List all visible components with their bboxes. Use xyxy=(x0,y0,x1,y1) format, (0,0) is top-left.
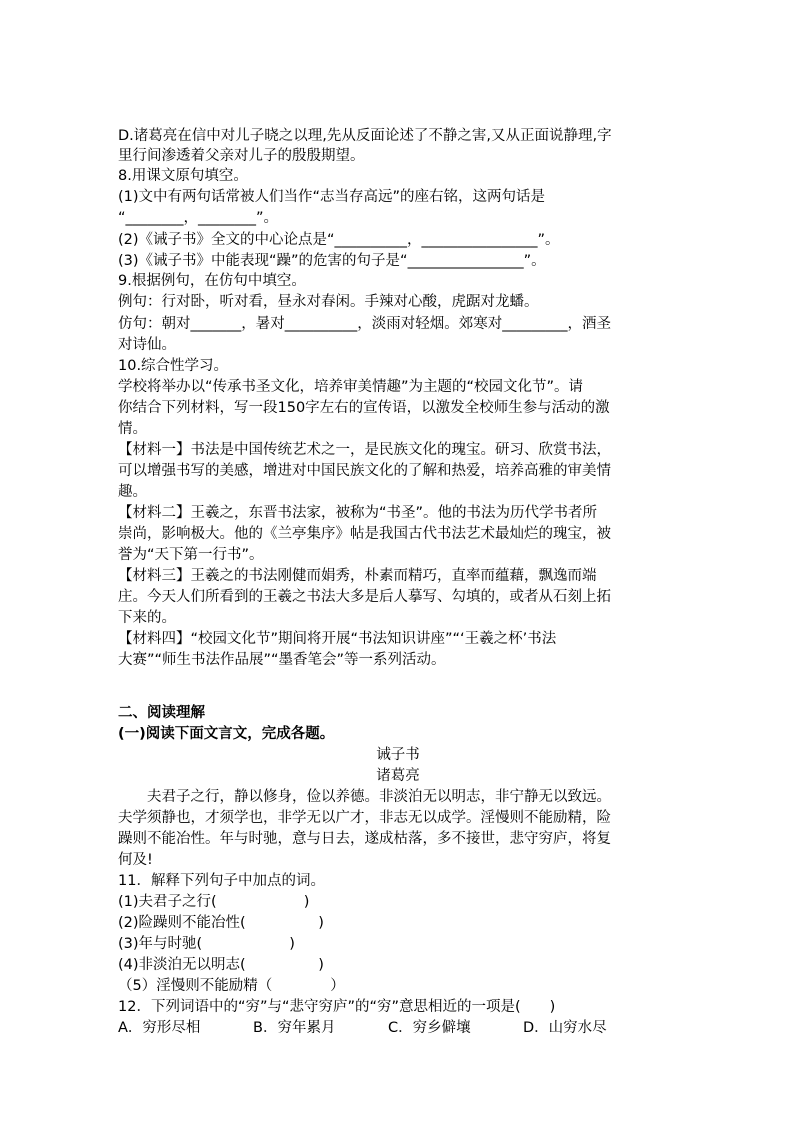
q9-fill-line1: 仿句：朝对_______，暑对__________，淡雨对轻烟。郊寒对_________，酒圣 xyxy=(118,316,611,332)
material3-line3: 下来的。 xyxy=(118,610,176,626)
q12-option-c[interactable]: C．穷乡僻壤 xyxy=(388,1020,471,1036)
q10-title: 10.综合性学习。 xyxy=(118,358,229,374)
q10-line1: 学校将举办以“传承书圣文化，培养审美情趣”为主题的“校园文化节”。请 xyxy=(118,379,584,395)
material3-line1: 【材料三】王羲之的书法刚健而娟秀，朴素而精巧，直率而蕴藉，飘逸而端 xyxy=(118,568,597,584)
q10-line2: 你结合下列材料，写一段150字左右的宣传语，以激发全校师生参与活动的激 xyxy=(118,400,610,416)
material4-line1: 【材料四】“校园文化节”期间将开展“书法知识讲座”“‘王羲之杯’书法 xyxy=(118,631,557,647)
q10-line3: 情。 xyxy=(118,421,147,437)
essay-title: 诫子书 xyxy=(376,747,420,763)
essay-line1: 夫君子之行，静以修身，俭以养德。非淡泊无以明志，非宁静无以致远。 xyxy=(147,789,611,805)
material4-line2: 大赛”“师生书法作品展”“墨香笔会”等一系列活动。 xyxy=(118,652,446,668)
material1-line1: 【材料一】书法是中国传统艺术之一，是民族文化的瑰宝。研习、欣赏书法， xyxy=(118,442,611,458)
q9-title: 9.根据例句，在仿句中填空。 xyxy=(118,273,306,289)
essay-author: 诸葛亮 xyxy=(376,768,420,784)
essay-line4: 何及! xyxy=(118,852,153,868)
material3-line2: 庄。今天人们所看到的王羲之书法大多是后人摹写、勾填的，或者从石刻上拓 xyxy=(118,589,611,605)
q8-2: (2)《诫子书》全文的中心论点是“__________，________________”。 xyxy=(118,232,560,248)
q12-option-b[interactable]: B．穷年累月 xyxy=(253,1020,336,1036)
material2-line1: 【材料二】王羲之，东晋书法家，被称为“书圣”。他的书法为历代学书者所 xyxy=(118,505,598,521)
q11-item1: (1)夫君子之行( ) xyxy=(118,894,310,910)
q12-option-a[interactable]: A．穷形尽相 xyxy=(118,1020,201,1036)
option-d-line1: D.诸葛亮在信中对儿子晓之以理,先从反面论述了不静之害,又从正面说静理,字 xyxy=(118,128,612,144)
q8-1-line1: (1)文中有两句话常被人们当作“志当存高远”的座右铭，这两句话是 xyxy=(118,189,546,205)
material1-line2: 可以增强书写的美感，增进对中国民族文化的了解和热爱，培养高雅的审美情 xyxy=(118,463,611,479)
q12-options xyxy=(118,1018,678,1038)
q12-option-d[interactable]: D．山穷水尽 xyxy=(523,1020,607,1036)
q9-fill-line2: 对诗仙。 xyxy=(118,337,176,353)
option-d-line2: 里行间渗透着父亲对儿子的殷殷期望。 xyxy=(118,148,365,164)
essay-line2: 夫学须静也，才须学也，非学无以广才，非志无以成学。淫慢则不能励精，险 xyxy=(118,810,611,826)
q11-item3: (3)年与时驰( ) xyxy=(118,936,295,952)
q11-item5: （5）淫慢则不能励精（ ） xyxy=(118,978,345,994)
q11-title: 11．解释下列句子中加点的词。 xyxy=(118,873,325,889)
material2-line2: 崇尚，影响极大。他的《兰亭集序》帖是我国古代书法艺术最灿烂的瑰宝，被 xyxy=(118,526,611,542)
q11-item2: (2)险躁则不能冶性( ) xyxy=(118,915,324,931)
q8-title: 8.用课文原句填空。 xyxy=(118,168,248,184)
q11-item4: (4)非淡泊无以明志( ) xyxy=(118,957,324,973)
q8-1-line2: “________，________”。 xyxy=(118,210,279,226)
q8-3: (3)《诫子书》中能表现“躁”的危害的句子是“________________”。 xyxy=(118,253,546,269)
material2-line3: 誉为“天下第一行书”。 xyxy=(118,547,264,563)
section-subheading: (一)阅读下面文言文，完成各题。 xyxy=(118,726,335,742)
essay-line3: 躁则不能冶性。年与时驰，意与日去，遂成枯落，多不接世，悲守穷庐，将复 xyxy=(118,831,611,847)
q12-title: 12．下列词语中的“穷”与“悲守穷庐”的“穷”意思相近的一项是( ) xyxy=(118,999,556,1015)
q9-example: 例句：行对卧，听对看，昼永对春闲。手辣对心酸，虎踞对龙蟠。 xyxy=(118,294,539,310)
section-heading: 二、阅读理解 xyxy=(118,705,205,721)
material1-line3: 趣。 xyxy=(118,484,147,500)
